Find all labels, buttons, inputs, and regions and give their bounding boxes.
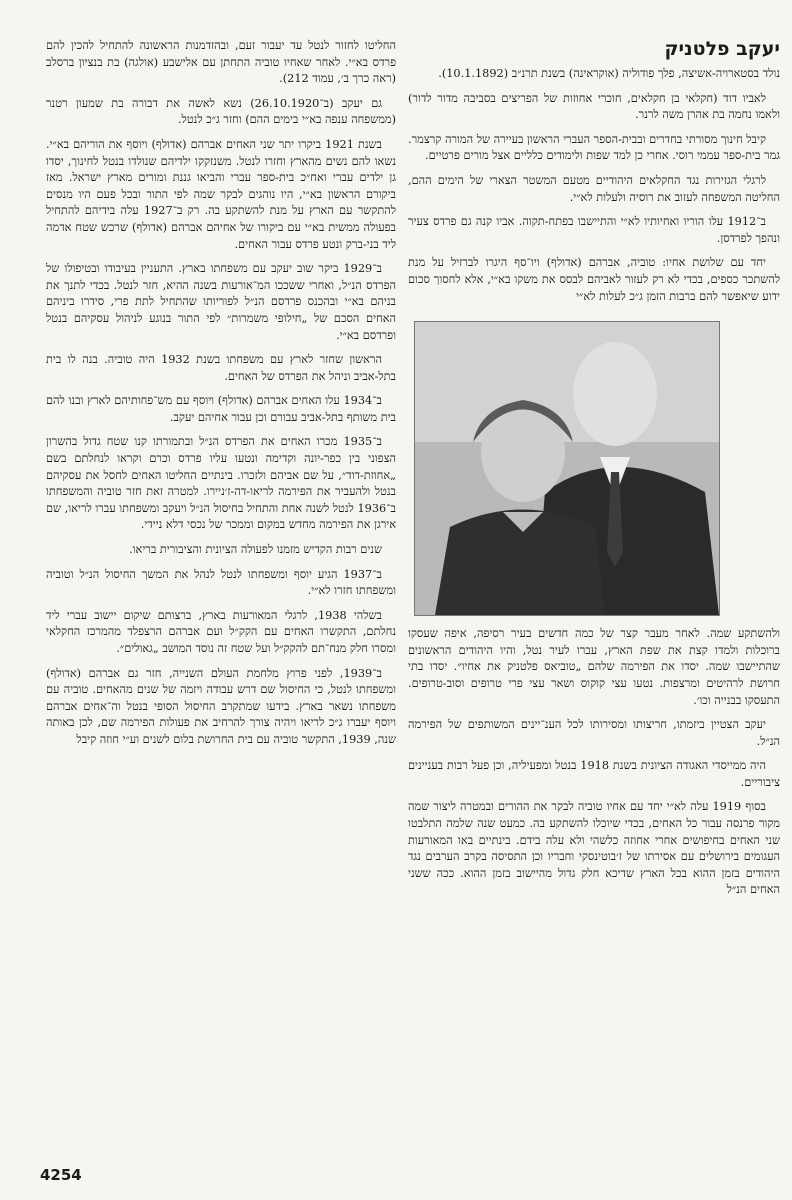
paragraph: שנים רבות הקדיש מזמנו לפעולה הציונית והציבורית בריאו.	[129, 543, 382, 557]
paragraph: ב־1934 עלו האחים אברהם (אדולף) ויוסף עם מש־פחותיהם לארץ ובנו להם בית משותף בתל-אביב עבורם וכן עבור אחיהם יעקב.	[46, 394, 396, 424]
paragraph: ב־1937 הגיע יוסף ומשפחתו לנטל לנהל את המשך החיסול הנ״ל וטוביה ומשפחתו חזרו לא״י.	[46, 567, 396, 598]
left-column	[46, 38, 396, 757]
paragraph: לרגלי הגזירות נגד החקלאים היהודיים מטעם המשטר הצארי של הימים ההם, החליטה המשפחה לעזוב את רוסיה ולעלות לא״י.	[408, 173, 780, 204]
portrait-photo	[414, 321, 720, 616]
right-column-continuation	[408, 626, 780, 899]
paragraph: לאביו דוד (חקלאי בן חקלאים, חוכרי אחוזות של הפריצים בסביבה מדור לדור) ולאמו נחמה בת אהרן משה לרנר.	[408, 91, 780, 122]
paragraph: החליטו לחזור לנטל עד יעבור זעם, ובהזדמנות הראשונה להתחיל להכין להם פרדס בא״י. לאחר שאחיו טוביה התחתן עם אלישבע (אולגה) בת בנציון ברסלב (ראה כרך ב׳, עמוד 212).	[46, 39, 396, 86]
paragraph: קיבל חינוך מסורתי בחדרים ובבית-הספר העברי הראשון בעיירה של המורה קרצמר. גמר בית-ספר עממי רוסי. אחרי כן למד שפות ולימודים כלליים אצל מורים פרטיים.	[408, 132, 780, 163]
paragraph: יעקב הצטיין ביזמתו, חריצותו ומסירותו לכל הענ־יינים המשותפים של הפירמה הנ״ל.	[408, 718, 780, 748]
paragraph: יחד עם שלושת אחיו: טוביה, אברהם (אדולף) ויו־סף היגרו לברזיל על מנת להשתכר כספים, בכדי לא רק לעזור לאביהם לבסס את משקו בא״י, אלא לחסוך סכום ידוע שיאפשר להם ברבות הזמן ג״כ לעלות לא״י	[408, 256, 780, 303]
right-column	[408, 38, 780, 907]
paragraph: נולד בסטארויה-אשיצה, פלך פודוליה (אוקראינה) בשנת תרנ״ב (10.1.1892).	[438, 67, 780, 80]
page-number: 4254	[40, 1166, 82, 1184]
article-title: יעקב פלטניק	[664, 38, 780, 60]
paragraph: ולהשתקע שמה. לאחר מעבר קצר של כמה חדשים בעיר רסיפה, איפה שעסקו ברוכלות ולמדו קצת את שפת הארץ, עברו לעיר נטל, והיו היהודים הראשונים שהתיישבו שמה. יסדו את הפירמה שלהם „טוביאס פלטניק את אחיו״. יסדו בתי חרושת לרהיטים ומרצפות. נטעו עצי קוקוס ושאר עצי פרי טרופים וסוב-טרופים. התעסקו בבנייה וכו׳.	[408, 627, 780, 707]
paragraph: גם יעקב (ב־26.10.1920) נשא לאשה את דבורה בת שמעון רטנר (ממשפחה ענפה בא״י בימים ההם) וחזר ג״כ לנטל.	[46, 96, 396, 127]
paragraph: בשלהי 1938, לרגלי המאורעות בארץ, ברצותם שיקום יישוב עברי ליד נחלתם, התקשרו האחים עם הקק״ל ועם אברהם הרצפלד מהמרכז החקלאי ומסרו חלק מנח־תם להקק״ל ועל שטח זה נוסד המושב „גאולים״.	[46, 608, 396, 655]
paragraph: היה ממייסדי האגודה הציונית בשנת 1918 בנטל ומפעיליה, וכן פעל רבות בעניינים ציבוריים.	[408, 759, 780, 789]
portrait-illustration	[415, 322, 719, 615]
paragraph: בשנת 1921 ביקרו יתר שני האחים אברהם (אדולף) ויוסף את הוריהם בא״י. נשאו להם נשים מהארץ וחזרו לנטל. משנזקקו ילדיהם שנולדו בנטל לחינוך, יסדו גן ילדים עברי ואח״כ בית-ספר עברי והביאו גננת ומורים מארץ ישראל. מאז ביקורם הראשון בא״י, היו נוהגים לבקר שמה לפי התור ובכל פעם היו מנסים להתקשר עם הארץ על מנת להשתקע בה. רק ב־1927 עלה בידיהם להתחיל בפעולה ממשית בא״י עם ביקורו של אחיהם אברהם (אדולף) שרכש שטח אדמה ליד בני-ברק ונטע פרדס עבור האחים.	[46, 137, 397, 251]
paragraph: ב־1929 ביקר שוב יעקב עם משפחתו בארץ. התעניין בעיבודו ובטיפולו של הפרדס הנ״ל, ואחרי ששככו המ־אורעות בשנה ההיא, חזר לנטל. בכדי לתנך את בניהם בא״י ובהכנס פרדסם הנ״ל לפוריותו שהתחיל לתת פרי, סידרו ביניהם האחים הסכם של „חילופי משמרות״ לפי התור בנוגע לניהול עסקיהם בנטל ופרדסם בא״י.	[46, 262, 396, 342]
paragraph: ב־1935 מכרו האחים את הפרדס הנ״ל ובתמורתו קנו שטח גדול בהשרון הצפוני בין כפר-יונה וקדימה ונטעו עליו פרדס וכרם וקראו לנחלתם בשם „אחוזת-דוד״, על שם אביהם ולזכרו. בינתיים החליטו האחים לחסל את עסקיהם בנטל ולהעביר את הפירמה לריאו-דה-ז׳ניירו. למטרה זאת חזר טוביה והמשפחתו ב־1936 לנטל לשנה אחת והתחיל בחיסול הנ״ל ויעקב ומשפחתו עברו לריאו, שם אירגן את הפירמה מחדש במקום וממכר של נכסי דלא ניידי.	[46, 435, 396, 532]
paragraph: ב־1939, לפני פרוץ מלחמת העולם השנייה, חזר גם אברהם (אדולף) ומשפחתו לנטל, כי החיסול שם דרש עבודה ויזמה של שנים מהאחים. טוביה עם משפחתו נשאר בארץ. בידעו שמתקרב החיסול הסופי בנטל וה־אחים אברהם ויוסף יעברו ג״כ לריאו ויהיה צורך להרחיב את פעולות הפירמה שם, לכן באותה שנה, 1939, התקשר טוביה עם בית החרושת בלום לשנים וע״י חוזה קיבל	[46, 666, 396, 746]
paragraph: ב־1912 עלו הוריו ואחיותיו לא״י והתיישבו בפתח-תקוה. אביו קנה גם פרדס צעיר ונהפך לפרדסן.	[408, 215, 780, 245]
paragraph: הראשון שחזר לארץ עם משפחתו בשנת 1932 היה טוביה. בנה לו בית בתל-אביב וניהל את הפרדס של האחים.	[46, 353, 396, 383]
paragraph: בסוף 1919 עלה לא״י יחד עם אחיו טוביה לבקר את ההורים ובמטרה ליצור שמה מקור פרנסה עבור כל האחים, בכדי שיוכלו להשתקע בה. כמעט שנה שלמה התלבטו שני האחים בחיפושים אחרי אחוזה כלשהי ולא עלה בידם. בינתיים באו המאורעות העגומים בירושלים עם אסירתו של ז׳בוטינסקי וחבריו וכן התסיסה בקרב הערבים נגד היהודים בזמן ההוא בכל הארץ שדיכא חלק גדול מהיישוב בזמן ההוא. ככה ששני האחים הנ״ל	[408, 800, 780, 897]
